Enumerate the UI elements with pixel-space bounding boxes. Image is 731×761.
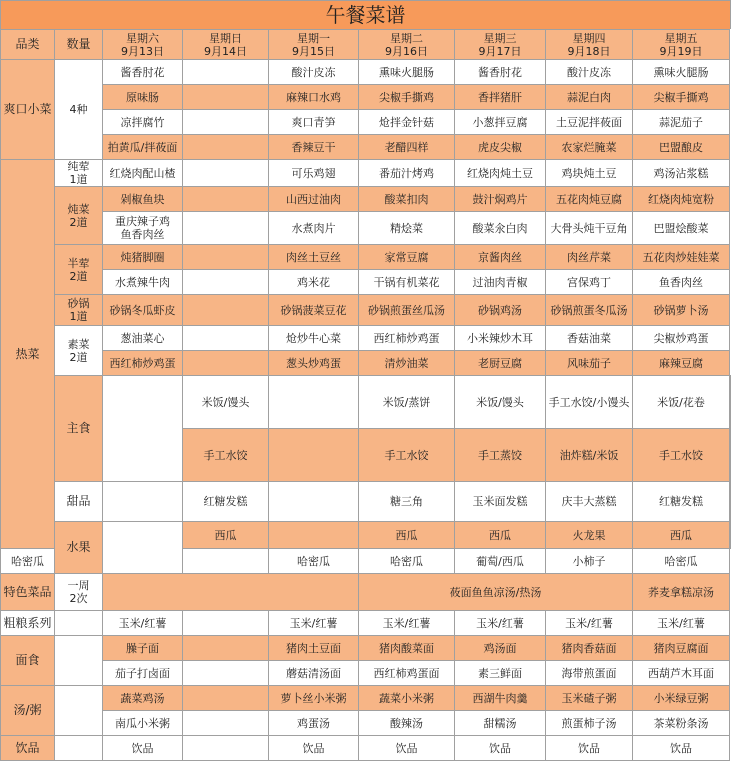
menu-item-cell: 蔬菜小米粥 xyxy=(359,686,455,711)
menu-item-cell: 糖三角 xyxy=(359,482,455,522)
menu-item-cell xyxy=(183,686,269,711)
header-category: 品类 xyxy=(1,30,55,60)
menu-item-cell: 饮品 xyxy=(633,736,730,761)
menu-item-cell: 红烧肉炖土豆 xyxy=(455,160,546,187)
menu-item-cell xyxy=(269,429,359,482)
menu-item-cell: 手工水饺 xyxy=(633,429,730,482)
category-cell: 水果 xyxy=(55,522,103,574)
menu-item-cell: 家常豆腐 xyxy=(359,245,455,270)
menu-row xyxy=(1,686,731,711)
menu-item-cell: 红烧肉炖宽粉 xyxy=(633,187,730,212)
menu-item-cell: 饮品 xyxy=(359,736,455,761)
menu-item-cell xyxy=(183,636,269,661)
menu-item-cell: 熏味火腿肠 xyxy=(633,60,730,85)
category-cell: 特色菜品 xyxy=(1,574,55,611)
menu-row xyxy=(1,376,731,429)
menu-row xyxy=(1,711,731,736)
menu-row xyxy=(1,245,731,270)
menu-item-cell: 砂锅鸡汤 xyxy=(455,295,546,326)
menu-item-cell: 山西过油肉 xyxy=(269,187,359,212)
menu-item-cell: 手工蒸饺 xyxy=(455,429,546,482)
menu-item-cell: 南瓜小米粥 xyxy=(103,711,183,736)
menu-item-cell: 饮品 xyxy=(269,736,359,761)
menu-item-cell xyxy=(183,736,269,761)
menu-item-cell xyxy=(730,376,731,429)
menu-row xyxy=(1,160,731,187)
menu-item-cell: 炝拌金针菇 xyxy=(359,110,455,135)
menu-item-cell: 鸡块炖土豆 xyxy=(546,160,633,187)
menu-item-cell: 猪肉豆腐面 xyxy=(633,636,730,661)
menu-item-cell: 茄子打卤面 xyxy=(103,661,183,686)
menu-item-cell: 麻辣豆腐 xyxy=(633,351,730,376)
menu-item-cell xyxy=(183,245,269,270)
menu-item-cell: 酸辣汤 xyxy=(359,711,455,736)
menu-item-cell: 原味肠 xyxy=(103,85,183,110)
quantity-cell: 炖菜 2道 xyxy=(55,187,103,245)
day-name: 星期三 xyxy=(483,31,517,45)
menu-item-cell: 臊子面 xyxy=(103,636,183,661)
menu-item-cell: 鸡米花 xyxy=(269,270,359,295)
menu-item-cell: 熏味火腿肠 xyxy=(359,60,455,85)
menu-item-cell: 西瓜 xyxy=(455,522,546,549)
menu-item-cell: 鱼香肉丝 xyxy=(633,270,730,295)
menu-item-cell: 小米绿豆粥 xyxy=(633,686,730,711)
quantity-cell: 素菜 2道 xyxy=(55,326,103,376)
menu-item-cell: 肉丝芹菜 xyxy=(546,245,633,270)
menu-item-cell: 香菇油菜 xyxy=(546,326,633,351)
menu-item-cell: 煎蛋柿子汤 xyxy=(546,711,633,736)
day-date: 9月13日 xyxy=(121,44,164,58)
menu-item-cell xyxy=(183,295,269,326)
menu-item-cell: 西瓜 xyxy=(633,522,730,549)
menu-item-cell: 农家烂腌菜 xyxy=(546,135,633,160)
menu-item-cell: 虎皮尖椒 xyxy=(455,135,546,160)
menu-row xyxy=(1,135,731,160)
menu-item-cell: 尖椒手撕鸡 xyxy=(359,85,455,110)
menu-item-cell: 剁椒鱼块 xyxy=(103,187,183,212)
menu-item-cell xyxy=(183,110,269,135)
menu-item-cell xyxy=(183,135,269,160)
header-day-fri xyxy=(633,30,730,60)
menu-item-cell: 玉米/红薯 xyxy=(633,611,730,636)
day-date: 9月17日 xyxy=(478,44,522,58)
menu-item-cell: 庆丰大蒸糕 xyxy=(546,482,633,522)
menu-item-cell: 火龙果 xyxy=(546,522,633,549)
menu-item-cell xyxy=(183,661,269,686)
menu-item-cell xyxy=(269,522,359,549)
menu-item-cell: 酱香肘花 xyxy=(455,60,546,85)
menu-item-cell: 玉米/红薯 xyxy=(455,611,546,636)
menu-item-cell: 宫保鸡丁 xyxy=(546,270,633,295)
menu-item-cell: 尖椒手撕鸡 xyxy=(633,85,730,110)
category-cell: 爽口小菜 xyxy=(1,60,55,160)
day-name: 星期六 xyxy=(126,31,159,45)
menu-item-cell xyxy=(730,482,731,522)
menu-item-cell: 蔬菜鸡汤 xyxy=(103,686,183,711)
quantity-cell: 砂锅 1道 xyxy=(55,295,103,326)
menu-item-cell xyxy=(183,160,269,187)
day-date: 9月16日 xyxy=(385,44,428,58)
menu-item-cell: 砂锅煎蛋丝瓜汤 xyxy=(359,295,455,326)
day-name: 星期四 xyxy=(572,31,606,45)
menu-row xyxy=(1,611,731,636)
menu-item-cell xyxy=(183,611,269,636)
menu-item-cell: 水煮辣牛肉 xyxy=(103,270,183,295)
menu-item-cell xyxy=(183,60,269,85)
menu-item-cell xyxy=(183,85,269,110)
menu-item-cell: 五花肉炒娃娃菜 xyxy=(633,245,730,270)
menu-table xyxy=(0,29,731,761)
menu-item-cell: 砂锅冬瓜虾皮 xyxy=(103,295,183,326)
menu-item-cell: 拍黄瓜/拌莜面 xyxy=(103,135,183,160)
menu-row xyxy=(1,270,731,295)
menu-item-cell xyxy=(183,351,269,376)
menu-item-cell xyxy=(730,522,731,549)
menu-item-cell: 手工水饺 xyxy=(359,429,455,482)
header-day-tue xyxy=(359,30,455,60)
menu-item-cell: 饮品 xyxy=(103,736,183,761)
menu-item-cell: 精烩菜 xyxy=(359,212,455,245)
menu-item-cell: 酸汁皮冻 xyxy=(269,60,359,85)
header-day-thu xyxy=(546,30,633,60)
menu-body xyxy=(1,60,731,761)
category-cell: 热菜 xyxy=(1,160,55,549)
menu-item-cell: 肉丝土豆丝 xyxy=(269,245,359,270)
quantity-cell: 半荤 2道 xyxy=(55,245,103,295)
menu-item-cell: 海带煎蛋面 xyxy=(546,661,633,686)
menu-item-cell: 巴盟烩酸菜 xyxy=(633,212,730,245)
menu-item-cell: 过油肉青椒 xyxy=(455,270,546,295)
menu-item-cell xyxy=(269,376,359,429)
menu-item-cell: 风味茄子 xyxy=(546,351,633,376)
menu-item-cell: 清炒油菜 xyxy=(359,351,455,376)
menu-row xyxy=(1,187,731,212)
menu-item-cell: 葱头炒鸡蛋 xyxy=(269,351,359,376)
menu-row xyxy=(1,736,731,761)
menu-row xyxy=(1,661,731,686)
menu-item-cell: 猪肉酸菜面 xyxy=(359,636,455,661)
menu-row xyxy=(1,522,731,549)
special-dish-cell: 莜面鱼鱼凉汤/热汤 xyxy=(359,574,633,611)
menu-item-cell xyxy=(269,482,359,522)
quantity-cell xyxy=(103,482,183,522)
menu-item-cell: 小米辣炒木耳 xyxy=(455,326,546,351)
menu-item-cell: 老醋四样 xyxy=(359,135,455,160)
header-row xyxy=(1,30,731,60)
quantity-cell xyxy=(55,686,103,736)
quantity-cell xyxy=(55,736,103,761)
menu-item-cell: 葱油菜心 xyxy=(103,326,183,351)
menu-item-cell: 玉米/红薯 xyxy=(269,611,359,636)
menu-item-cell: 米饭/花卷 xyxy=(633,376,730,429)
menu-item-cell: 干锅有机菜花 xyxy=(359,270,455,295)
menu-item-cell: 小柿子 xyxy=(546,549,633,574)
menu-item-cell: 手工水饺 xyxy=(183,429,269,482)
menu-item-cell: 玉米碴子粥 xyxy=(546,686,633,711)
category-cell: 饮品 xyxy=(1,736,55,761)
menu-item-cell: 米饭/蒸饼 xyxy=(359,376,455,429)
menu-item-cell: 老厨豆腐 xyxy=(455,351,546,376)
menu-item-cell: 茶菜粉条汤 xyxy=(633,711,730,736)
menu-item-cell: 京酱肉丝 xyxy=(455,245,546,270)
menu-item-cell xyxy=(730,429,731,482)
category-cell: 汤/粥 xyxy=(1,686,55,736)
menu-item-cell: 五花肉炖豆腐 xyxy=(546,187,633,212)
menu-item-cell: 香辣豆干 xyxy=(269,135,359,160)
menu-item-cell xyxy=(183,187,269,212)
menu-item-cell: 萝卜丝小米粥 xyxy=(269,686,359,711)
menu-row xyxy=(1,212,731,245)
menu-item-cell: 玉米/红薯 xyxy=(103,611,183,636)
menu-item-cell: 鼓汁焖鸡片 xyxy=(455,187,546,212)
menu-item-cell: 尖椒炒鸡蛋 xyxy=(633,326,730,351)
quantity-cell xyxy=(103,522,183,574)
menu-item-cell: 红糖发糕 xyxy=(183,482,269,522)
menu-item-cell: 甜糯汤 xyxy=(455,711,546,736)
menu-item-cell: 酸菜扣肉 xyxy=(359,187,455,212)
menu-item-cell: 酸汁皮冻 xyxy=(546,60,633,85)
menu-item-cell: 蘑菇清汤面 xyxy=(269,661,359,686)
menu-item-cell xyxy=(183,270,269,295)
quantity-cell xyxy=(103,376,183,482)
menu-row xyxy=(1,110,731,135)
menu-item-cell: 猪肉土豆面 xyxy=(269,636,359,661)
day-date: 9月15日 xyxy=(292,44,335,58)
day-name: 星期二 xyxy=(390,31,423,45)
menu-item-cell: 鸡汤沾浆糕 xyxy=(633,160,730,187)
day-date: 9月19日 xyxy=(659,44,703,58)
menu-item-cell: 巴盟酿皮 xyxy=(633,135,730,160)
quantity-cell xyxy=(55,636,103,686)
menu-item-cell xyxy=(183,711,269,736)
menu-item-cell xyxy=(183,212,269,245)
menu-item-cell: 饮品 xyxy=(546,736,633,761)
menu-item-cell: 西红柿炒鸡蛋 xyxy=(103,351,183,376)
menu-item-cell: 玉米面发糕 xyxy=(455,482,546,522)
special-dish-cell xyxy=(103,574,359,611)
menu-item-cell: 猪肉香菇面 xyxy=(546,636,633,661)
menu-item-cell: 红糖发糕 xyxy=(633,482,730,522)
menu-title: 午餐菜谱 xyxy=(0,0,731,29)
menu-item-cell: 可乐鸡翅 xyxy=(269,160,359,187)
menu-item-cell: 西瓜 xyxy=(359,522,455,549)
menu-item-cell: 鸡汤面 xyxy=(455,636,546,661)
menu-row xyxy=(1,326,731,351)
menu-item-cell: 土豆泥拌莜面 xyxy=(546,110,633,135)
menu-row xyxy=(1,295,731,326)
menu-row xyxy=(1,85,731,110)
menu-item-cell: 炖猪脚圈 xyxy=(103,245,183,270)
menu-item-cell: 红烧肉配山楂 xyxy=(103,160,183,187)
menu-item-cell xyxy=(183,549,269,574)
menu-item-cell: 麻辣口水鸡 xyxy=(269,85,359,110)
menu-item-cell: 大骨头炖干豆角 xyxy=(546,212,633,245)
day-name: 星期一 xyxy=(297,31,330,45)
header-quantity: 数量 xyxy=(55,30,103,60)
menu-item-cell: 水煮肉片 xyxy=(269,212,359,245)
menu-row xyxy=(1,482,731,522)
menu-item-cell: 西红柿炒鸡蛋 xyxy=(359,326,455,351)
header-day-mon xyxy=(269,30,359,60)
menu-item-cell: 素三鲜面 xyxy=(455,661,546,686)
category-cell: 面食 xyxy=(1,636,55,686)
menu-item-cell: 番茄汁烤鸡 xyxy=(359,160,455,187)
menu-item-cell: 西瓜 xyxy=(183,522,269,549)
menu-item-cell: 砂锅菠菜豆花 xyxy=(269,295,359,326)
menu-item-cell: 油炸糕/米饭 xyxy=(546,429,633,482)
day-name: 星期日 xyxy=(209,31,242,45)
quantity-cell xyxy=(55,611,103,636)
header-day-wed xyxy=(455,30,546,60)
menu-row xyxy=(1,636,731,661)
menu-item-cell: 香拌猪肝 xyxy=(455,85,546,110)
menu-item-cell: 鸡蛋汤 xyxy=(269,711,359,736)
menu-item-cell: 西红柿鸡蛋面 xyxy=(359,661,455,686)
menu-item-cell xyxy=(183,326,269,351)
menu-row xyxy=(1,351,731,376)
category-cell: 主食 xyxy=(55,376,103,482)
menu-item-cell: 西葫芦木耳面 xyxy=(633,661,730,686)
menu-item-cell: 砂锅煎蛋冬瓜汤 xyxy=(546,295,633,326)
menu-item-cell: 玉米/红薯 xyxy=(359,611,455,636)
menu-row xyxy=(1,60,731,85)
quantity-cell: 纯荤 1道 xyxy=(55,160,103,187)
day-date: 9月14日 xyxy=(204,44,247,58)
menu-item-cell: 米饭/馒头 xyxy=(455,376,546,429)
menu-item-cell: 哈密瓜 xyxy=(269,549,359,574)
menu-item-cell: 哈密瓜 xyxy=(359,549,455,574)
menu-item-cell: 小葱拌豆腐 xyxy=(455,110,546,135)
menu-item-cell: 炝炒牛心菜 xyxy=(269,326,359,351)
menu-item-cell: 米饭/馒头 xyxy=(183,376,269,429)
menu-item-cell: 西湖牛肉羹 xyxy=(455,686,546,711)
quantity-cell: 一周 2次 xyxy=(55,574,103,611)
category-cell: 甜品 xyxy=(55,482,103,522)
menu-row xyxy=(1,574,731,611)
quantity-cell: 4种 xyxy=(55,60,103,160)
menu-item-cell: 爽口青笋 xyxy=(269,110,359,135)
day-date: 9月18日 xyxy=(567,44,611,58)
header-day-sun xyxy=(183,30,269,60)
menu-item-cell: 饮品 xyxy=(455,736,546,761)
day-name: 星期五 xyxy=(664,31,698,45)
menu-item-cell: 手工水饺/小馒头 xyxy=(546,376,633,429)
menu-item-cell: 砂锅萝卜汤 xyxy=(633,295,730,326)
header-day-sat xyxy=(103,30,183,60)
menu-item-cell: 酱香肘花 xyxy=(103,60,183,85)
menu-item-cell: 葡萄/西瓜 xyxy=(455,549,546,574)
menu-item-cell: 蒜泥茄子 xyxy=(633,110,730,135)
menu-item-cell: 重庆辣子鸡 鱼香肉丝 xyxy=(103,212,183,245)
menu-item-cell: 哈密瓜 xyxy=(1,549,55,574)
menu-item-cell: 酸菜氽白肉 xyxy=(455,212,546,245)
menu-item-cell: 蒜泥白肉 xyxy=(546,85,633,110)
category-cell: 粗粮系列 xyxy=(1,611,55,636)
menu-item-cell: 凉拌腐竹 xyxy=(103,110,183,135)
special-dish-cell: 荞麦拿糕凉汤 xyxy=(633,574,730,611)
menu-item-cell: 哈密瓜 xyxy=(633,549,730,574)
menu-item-cell: 玉米/红薯 xyxy=(546,611,633,636)
